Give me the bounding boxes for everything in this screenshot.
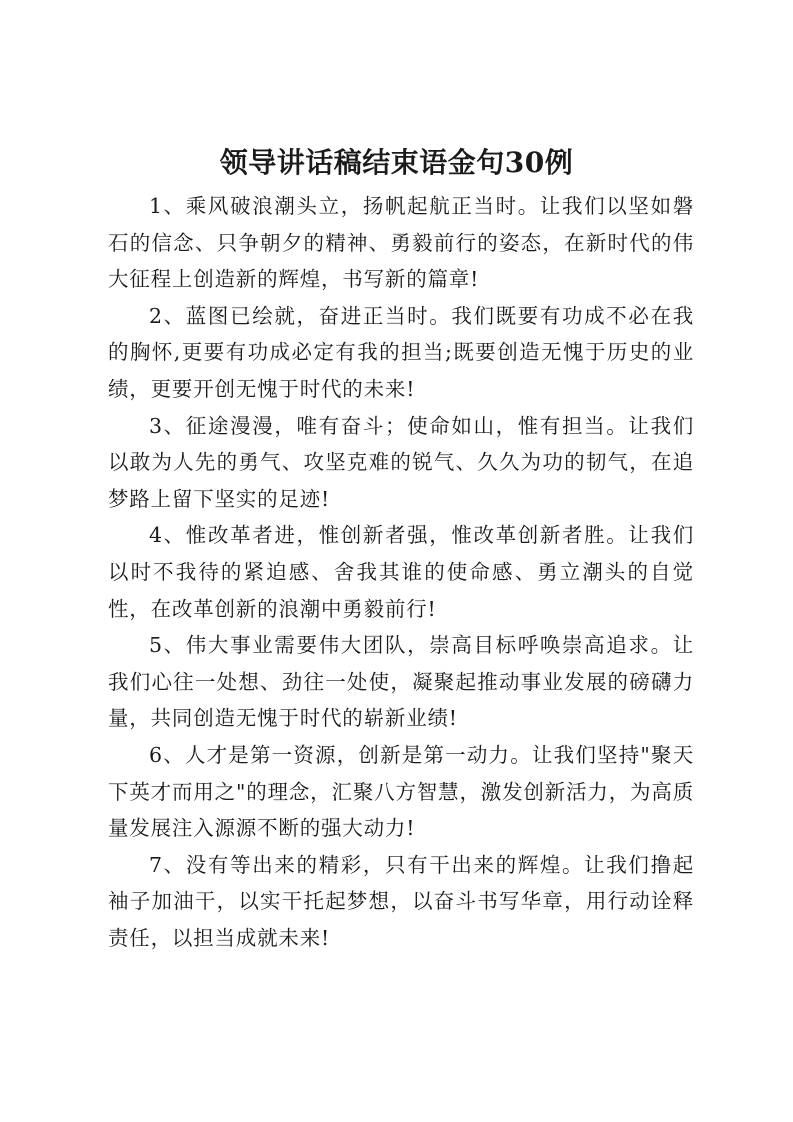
paragraph-5: 5、伟大事业需要伟大团队，崇高目标呼唤崇高追求。让我们心往一处想、劲往一处使，凝聚起推动事业发展的磅礴力量，共同创造无愧于时代的崭新业绩! (108, 633, 694, 731)
paragraph-1: 1、乘风破浪潮头立，扬帆起航正当时。让我们以坚如磐石的信念、只争朝夕的精神、勇毅前行的姿态，在新时代的伟大征程上创造新的辉煌，书写新的篇章! (108, 194, 694, 292)
paragraph-7: 7、没有等出来的精彩，只有干出来的辉煌。让我们撸起袖子加油干，以实干托起梦想，以奋斗书写华章，用行动诠释责任，以担当成就未来! (108, 852, 694, 950)
paragraph-6: 6、人才是第一资源，创新是第一动力。让我们坚持"聚天下英才而用之"的理念，汇聚八方智慧，激发创新活力，为高质量发展注入源源不断的强大动力! (108, 742, 694, 841)
document-body (108, 188, 694, 956)
paragraph-4: 4、惟改革者进，惟创新者强，惟改革创新者胜。让我们以时不我待的紧迫感、舍我其谁的使命感、勇立潮头的自觉性，在改革创新的浪潮中勇毅前行! (108, 523, 694, 621)
document-title: 领导讲话稿结束语金句30例 (219, 146, 574, 179)
paragraph-2: 2、蓝图已绘就，奋进正当时。我们既要有功成不必在我的胸怀,更要有功成必定有我的担当;既要创造无愧于历史的业绩，更要开创无愧于时代的未来! (108, 303, 694, 401)
paragraph-3: 3、征途漫漫，唯有奋斗；使命如山，惟有担当。让我们以敢为人先的勇气、攻坚克难的锐气、久久为功的韧气，在追梦路上留下坚实的足迹! (108, 413, 694, 511)
